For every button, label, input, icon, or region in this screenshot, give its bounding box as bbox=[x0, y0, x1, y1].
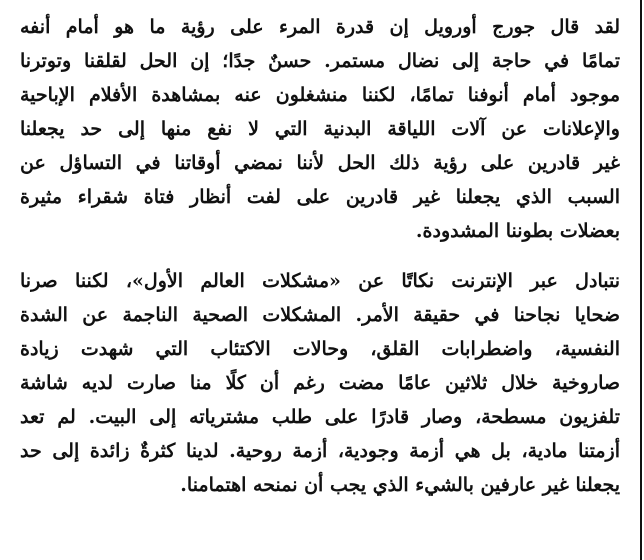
text-line: موجود أمام أنوفنا تمامًا، لكننا منشغلون عنه بمشاهدة الأفلام الإباحية bbox=[20, 84, 620, 106]
text-line: صاروخية خلال ثلاثين عامًا مضت رغم أن كلًا منا صارت لديه شاشة bbox=[20, 372, 620, 394]
text-line: السبب الذي يجعلنا غير قادرين على لفت أنظار فتاة شقراء مثيرة bbox=[20, 186, 620, 208]
text-line: ضحايا نجاحنا في حقيقة الأمر. المشكلات الصحية الناجمة عن الشدة bbox=[20, 304, 620, 326]
text-line: لقد قال جورج أورويل إن قدرة المرء على رؤية ما هو أمام أنفه bbox=[20, 16, 620, 38]
text-line: غير قادرين على رؤية ذلك الحل لأننا نمضي أوقاتنا في التساؤل عن bbox=[20, 152, 620, 174]
text-line: النفسية، واضطرابات القلق، وحالات الاكتئاب التي شهدت زيادة bbox=[20, 338, 620, 360]
text-line: يجعلنا غير عارفين بالشيء الذي يجب أن نمنحه اهتمامنا. bbox=[180, 474, 620, 496]
text-line: تلفزيون مسطحة، وصار قادرًا على طلب مشترياته إلى البيت. لم تعد bbox=[20, 406, 620, 428]
body-text bbox=[20, 10, 620, 518]
page-edge-rule bbox=[640, 0, 642, 560]
paragraph-1 bbox=[20, 10, 620, 248]
text-line: بعضلات بطوننا المشدودة. bbox=[415, 220, 620, 242]
paragraph-2 bbox=[20, 264, 620, 502]
text-line: والإعلانات عن آلات اللياقة البدنية التي لا نفع منها إلى حد يجعلنا bbox=[20, 118, 620, 140]
text-line: تمامًا في حاجة إلى نضال مستمر. حسنٌ جدًا؛ إن الحل لقلقنا وتوترنا bbox=[20, 50, 620, 72]
text-line: أزمتنا مادية، بل هي أزمة وجودية، أزمة روحية. لدينا كثرةٌ زائدة إلى حد bbox=[20, 440, 620, 462]
text-line: نتبادل عبر الإنترنت نكاتًا عن «مشكلات العالم الأول»، لكننا صرنا bbox=[20, 270, 620, 292]
